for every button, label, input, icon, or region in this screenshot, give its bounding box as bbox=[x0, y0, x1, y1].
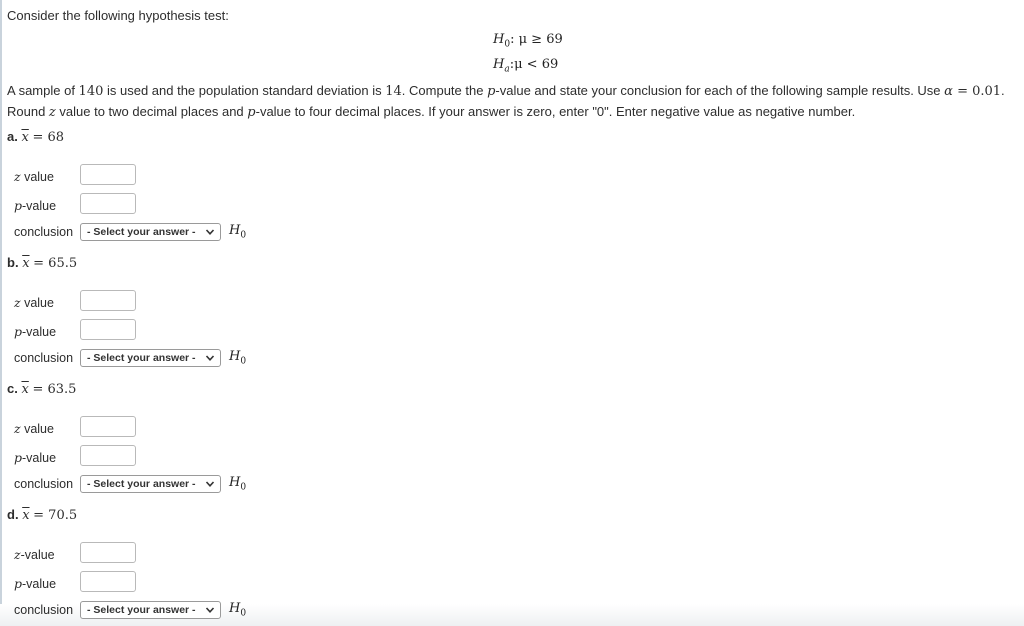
part-b-h0-symbol: $H_0$ bbox=[229, 349, 247, 367]
part-d-h0-symbol: $H_0$ bbox=[229, 601, 247, 619]
part-d-conclusion-select[interactable] bbox=[80, 601, 221, 619]
part-d-conclusion-label: conclusion bbox=[14, 603, 74, 617]
part-d-z-input[interactable] bbox=[80, 542, 136, 563]
part-c-z-input[interactable] bbox=[80, 416, 136, 437]
part-b-z-input[interactable] bbox=[80, 290, 136, 311]
part-b-heading: b. $\overline{x} = 65.5$ bbox=[7, 255, 78, 271]
part-b-p-input[interactable] bbox=[80, 319, 136, 340]
left-border bbox=[0, 0, 2, 626]
part-d-z-label: z-value bbox=[14, 547, 55, 562]
null-hypothesis: $H_0$: μ ≥ 69 bbox=[493, 32, 563, 50]
part-a-heading: a. $\overline{x} = 68$ bbox=[7, 129, 65, 145]
part-a-z-label: z value bbox=[14, 169, 54, 184]
instructions-line-1: A sample of 140 is used and the population standard deviation is 14. Compute the p-value and state your conclusion for each of the following sample results. Use α = 0.01. bbox=[7, 83, 1005, 99]
part-c-p-label: p-value bbox=[14, 450, 57, 465]
select-label: - Select your answer - bbox=[87, 604, 196, 616]
select-label: - Select your answer - bbox=[87, 352, 196, 364]
chevron-down-icon bbox=[205, 353, 215, 363]
part-a-conclusion-select[interactable] bbox=[80, 223, 221, 241]
part-c-z-label: z value bbox=[14, 421, 54, 436]
part-a-p-input[interactable] bbox=[80, 193, 136, 214]
chevron-down-icon bbox=[205, 227, 215, 237]
part-c-conclusion-select[interactable] bbox=[80, 475, 221, 493]
part-d-heading: d. $\overline{x} = 70.5$ bbox=[7, 507, 78, 523]
chevron-down-icon bbox=[205, 479, 215, 489]
part-b-conclusion-label: conclusion bbox=[14, 351, 74, 365]
instructions-line-2: Round z value to two decimal places and p-value to four decimal places. If your answer is zero, enter "0". Enter negative value as negative number. bbox=[7, 104, 856, 120]
intro-text: Consider the following hypothesis test: bbox=[7, 8, 229, 23]
part-b-conclusion-select[interactable] bbox=[80, 349, 221, 367]
part-a-z-input[interactable] bbox=[80, 164, 136, 185]
part-c-conclusion-label: conclusion bbox=[14, 477, 74, 491]
part-c-heading: c. $\overline{x} = 63.5$ bbox=[7, 381, 77, 397]
part-d-p-input[interactable] bbox=[80, 571, 136, 592]
part-a-p-label: p-value bbox=[14, 198, 57, 213]
select-label: - Select your answer - bbox=[87, 226, 196, 238]
part-c-p-input[interactable] bbox=[80, 445, 136, 466]
part-a-conclusion-label: conclusion bbox=[14, 225, 74, 239]
chevron-down-icon bbox=[205, 605, 215, 615]
part-b-p-label: p-value bbox=[14, 324, 57, 339]
part-d-p-label: p-value bbox=[14, 576, 57, 591]
part-c-h0-symbol: $H_0$ bbox=[229, 475, 247, 493]
select-label: - Select your answer - bbox=[87, 478, 196, 490]
alternative-hypothesis: $H_a:\mu < 69$ bbox=[493, 57, 559, 75]
part-b-z-label: z value bbox=[14, 295, 54, 310]
part-a-h0-symbol: $H_0$ bbox=[229, 223, 247, 241]
